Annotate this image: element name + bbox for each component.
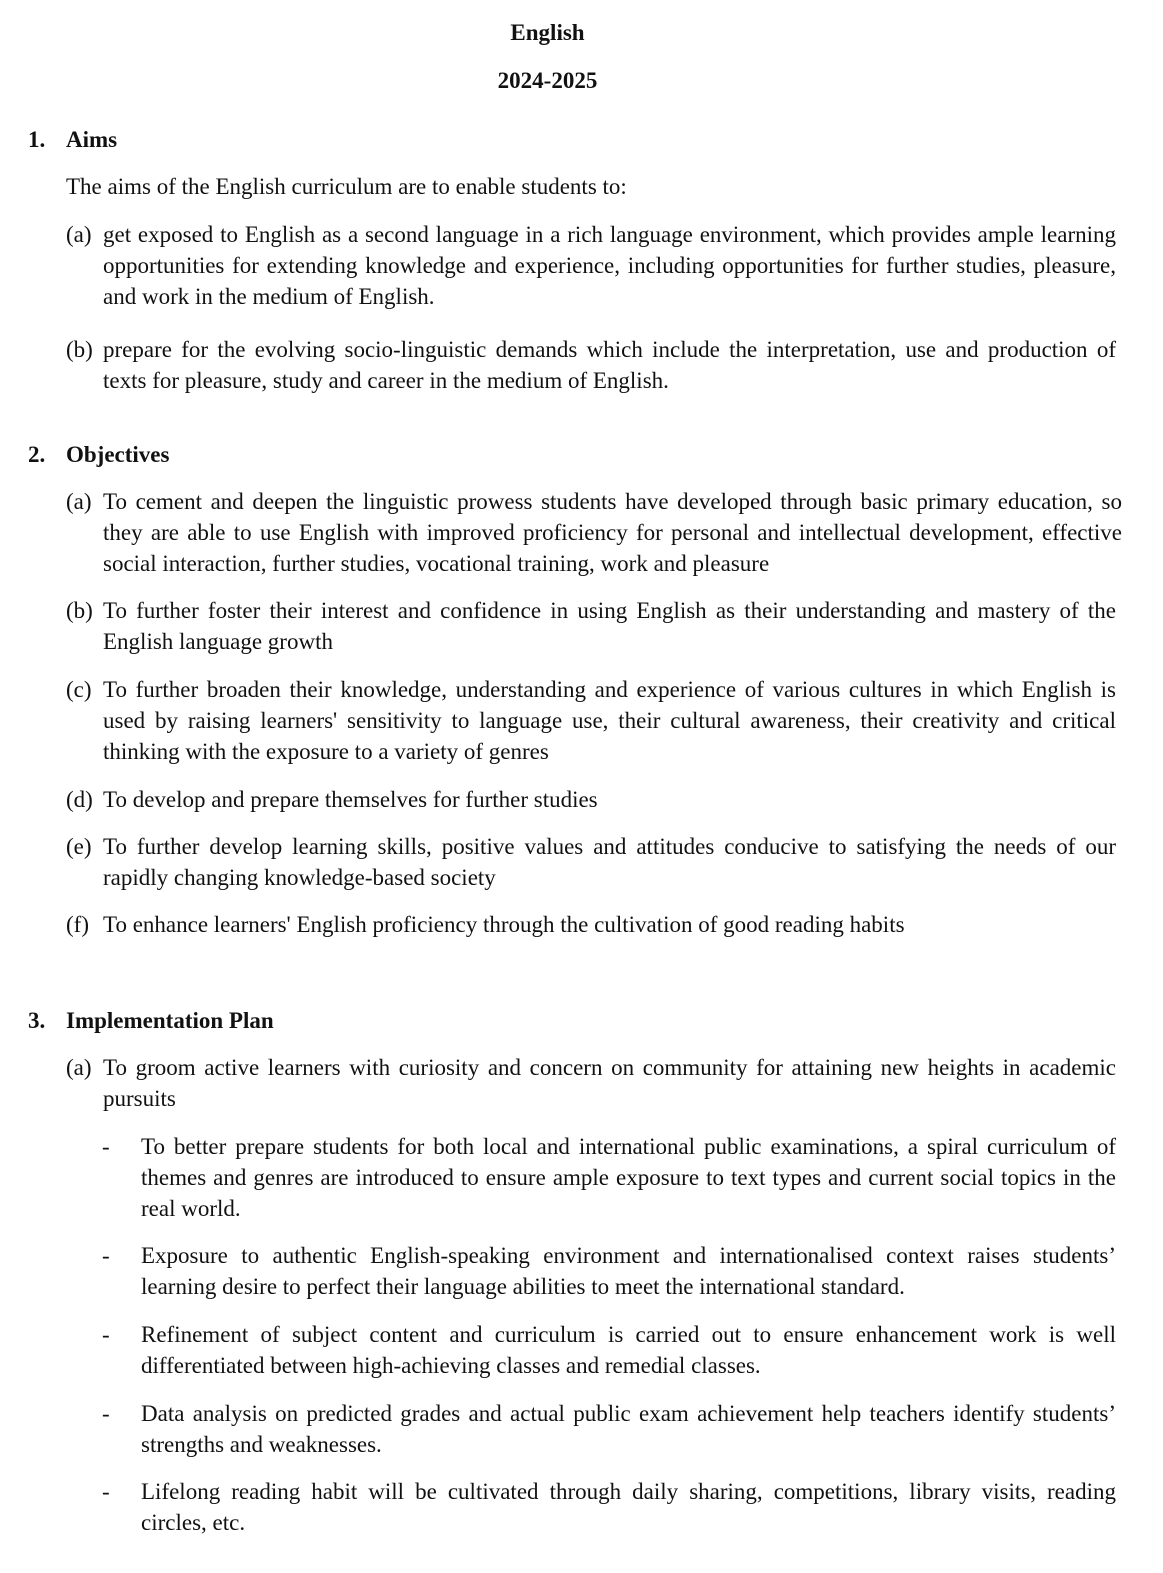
section-number: 2. [28, 442, 46, 467]
bullet-marker: - [102, 1479, 110, 1504]
objectives-item-c [66, 674, 1116, 767]
aims-item-b [66, 334, 1116, 396]
bullet-text: To better prepare students for both local and international public examinations, a spiral curriculum of themes and genres are introduced to ensure ample exposure to text types and current social topics in the real world. [141, 1134, 1116, 1221]
implementation-bullet-2 [102, 1240, 1116, 1302]
section-title: Aims [66, 127, 118, 152]
objectives-item-d [66, 784, 1116, 815]
implementation-bullet-5 [102, 1476, 1116, 1538]
item-text: To develop and prepare themselves for further studies [103, 787, 598, 812]
section-title: Objectives [66, 442, 170, 467]
document-title: English [510, 20, 585, 45]
bullet-text: Lifelong reading habit will be cultivated through daily sharing, competitions, library visits, reading circles, etc. [141, 1479, 1116, 1535]
bullet-marker: - [102, 1322, 110, 1347]
item-text: To further develop learning skills, positive values and attitudes conducive to satisfying the needs of our rapidly changing knowledge-based society [103, 834, 1116, 890]
item-marker: (a) [66, 1055, 92, 1080]
item-text: To further foster their interest and confidence in using English as their understanding and mastery of the English language growth [103, 598, 1116, 654]
bullet-text: Data analysis on predicted grades and actual public exam achievement help teachers identify students’ strengths and weaknesses. [141, 1401, 1116, 1457]
section-heading-aims [28, 124, 117, 155]
bullet-text: Refinement of subject content and curriculum is carried out to ensure enhancement work is well differentiated between high-achieving classes and remedial classes. [141, 1322, 1116, 1378]
implementation-bullet-1 [102, 1131, 1116, 1224]
objectives-item-a [66, 486, 1122, 579]
item-text: prepare for the evolving socio-linguistic demands which include the interpretation, use and production of texts for pleasure, study and career in the medium of English. [103, 337, 1116, 393]
item-text: get exposed to English as a second language in a rich language environment, which provides ample learning opportunities for extending knowledge and experience, including opportunities for further studies, pleasure, and work in the medium of English. [103, 222, 1116, 309]
item-marker: (a) [66, 222, 92, 247]
item-marker: (b) [66, 598, 93, 623]
item-marker: (f) [66, 912, 89, 937]
item-marker: (e) [66, 834, 92, 859]
objectives-item-f [66, 909, 1116, 940]
section-number: 1. [28, 127, 46, 152]
item-marker: (c) [66, 677, 92, 702]
item-marker: (d) [66, 787, 93, 812]
bullet-text: Exposure to authentic English-speaking environment and internationalised context raises students’ learning desire to perfect their language abilities to meet the international standard. [141, 1243, 1116, 1299]
section-heading-objectives [28, 439, 169, 470]
item-marker: (b) [66, 337, 93, 362]
section-title: Implementation Plan [66, 1008, 274, 1033]
section-heading-implementation-plan [28, 1005, 274, 1036]
aims-intro: The aims of the English curriculum are to enable students to: [66, 174, 627, 199]
implementation-bullet-4 [102, 1398, 1116, 1460]
objectives-item-b [66, 595, 1116, 657]
implementation-item-a [66, 1052, 1116, 1114]
document-year: 2024-2025 [497, 68, 598, 93]
item-text: To groom active learners with curiosity and concern on community for attaining new heights in academic pursuits [103, 1055, 1116, 1111]
item-text: To enhance learners' English proficiency through the cultivation of good reading habits [103, 912, 905, 937]
bullet-marker: - [102, 1134, 110, 1159]
item-text: To further broaden their knowledge, understanding and experience of various cultures in which English is used by raising learners' sensitivity to language use, their cultural awareness, their creativity and critical thinking with the exposure to a variety of genres [103, 677, 1116, 764]
item-text: To cement and deepen the linguistic prowess students have developed through basic primary education, so they are able to use English with improved proficiency for personal and intellectual development, effective social interaction, further studies, vocational training, work and pleasure [103, 489, 1122, 576]
bullet-marker: - [102, 1243, 110, 1268]
implementation-bullet-3 [102, 1319, 1116, 1381]
section-number: 3. [28, 1008, 46, 1033]
objectives-item-e [66, 831, 1116, 893]
item-marker: (a) [66, 489, 92, 514]
bullet-marker: - [102, 1401, 110, 1426]
aims-item-a [66, 219, 1116, 312]
